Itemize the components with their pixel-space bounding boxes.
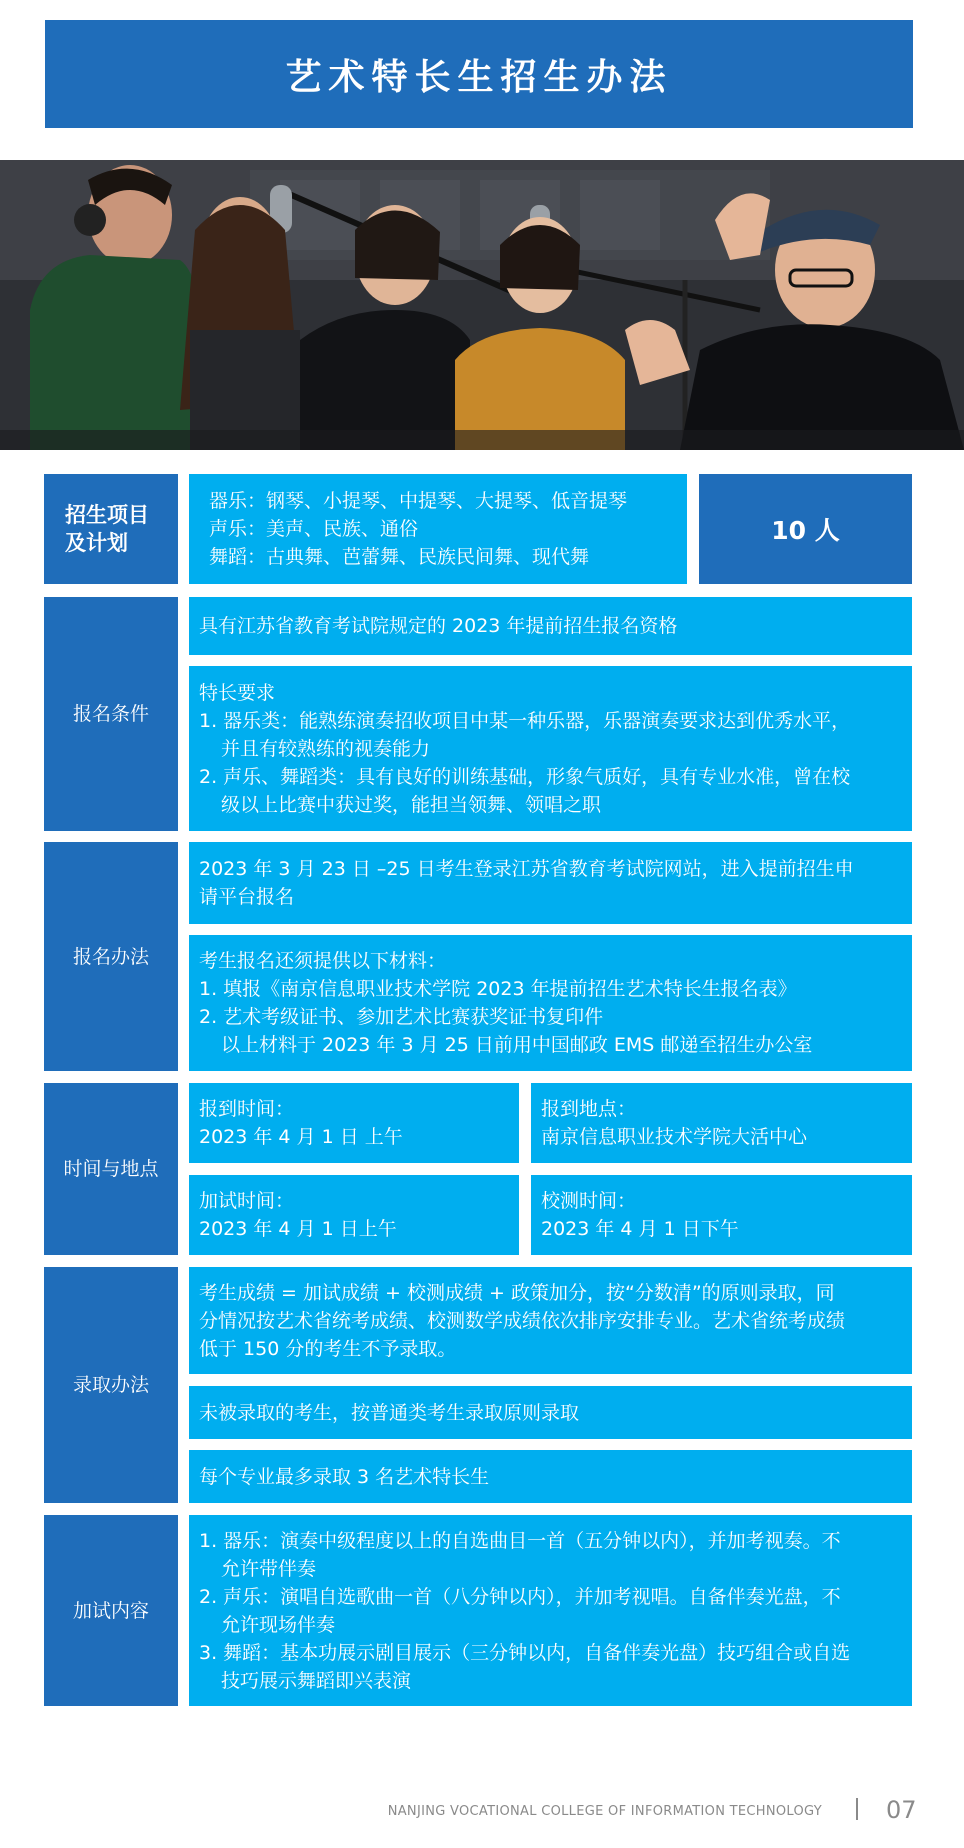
- admission-label: [44, 1267, 178, 1503]
- not-admitted-text: 未被录取的考生，按普通类考生录取原则录取: [199, 1401, 580, 1424]
- page-number: 07: [886, 1796, 917, 1824]
- plan-item-vocal: 声乐：美声、民族、通俗: [209, 518, 419, 540]
- plan-items: [189, 474, 687, 584]
- method-label: [44, 842, 178, 1071]
- extra-test-label-text: 加试内容: [72, 1599, 149, 1622]
- plan-item-instrumental: 器乐：钢琴、小提琴、中提琴、大提琴、低音提琴: [209, 490, 628, 512]
- reg-time-label: 报到时间：: [199, 1098, 295, 1120]
- online-line-b: 请平台报名: [199, 886, 295, 908]
- materials-title: 考生报名还须提供以下材料：: [199, 950, 447, 972]
- materials-item-2: 2. 艺术考级证书、参加艺术比赛获奖证书复印件: [199, 1006, 604, 1028]
- plan-label: [44, 474, 178, 584]
- time-place-label: [44, 1083, 178, 1255]
- plan-item-dance: 舞蹈：古典舞、芭蕾舞、民族民间舞、现代舞: [209, 546, 590, 568]
- title-banner: [45, 20, 913, 128]
- admission-not-admitted: [189, 1386, 912, 1439]
- extra-test-label: [44, 1515, 178, 1706]
- req-1-line-a: 1. 器乐类：能熟练演奏招收项目中某一种乐器，乐器演奏要求达到优秀水平，: [199, 709, 851, 732]
- extra-time-value: 2023 年 4 月 1 日上午: [199, 1218, 397, 1240]
- reg-place-value: 南京信息职业技术学院大活中心: [541, 1126, 808, 1148]
- req-1-line-b: 并且有较熟练的视奏能力: [221, 737, 431, 760]
- rule-line-b: 分情况按艺术省统考成绩、校测数学成绩依次排序安排专业。艺术省统考成绩: [199, 1309, 846, 1332]
- qualification-text: 具有江苏省教育考试院规定的 2023 年提前招生报名资格: [199, 615, 678, 637]
- rule-line-c: 低于 150 分的考生不予录取。: [199, 1337, 457, 1360]
- extra-item-3-line-b: 技巧展示舞蹈即兴表演: [221, 1669, 412, 1692]
- extra-item-1-line-a: 1. 器乐：演奏中级程度以上的自选曲目一首（五分钟以内），并加考视奏。不: [199, 1529, 841, 1552]
- conditions-label: [44, 597, 178, 831]
- time-place-label-text: 时间与地点: [63, 1158, 159, 1180]
- extra-test-content: [189, 1515, 912, 1706]
- school-test-label: 校测时间：: [541, 1190, 637, 1212]
- max-per-major-text: 每个专业最多录取 3 名艺术特长生: [199, 1465, 490, 1488]
- extra-item-3-line-a: 3. 舞蹈：基本功展示剧目展示（三分钟以内，自备伴奏光盘）技巧组合或自选: [199, 1641, 851, 1664]
- req-title: 特长要求: [199, 681, 276, 704]
- college-name: NANJING VOCATIONAL COLLEGE OF INFORMATION TECHNOLOGY: [387, 1804, 822, 1819]
- method-label-text: 报名办法: [72, 945, 149, 968]
- method-materials: [189, 935, 912, 1071]
- plan-count: [699, 474, 912, 584]
- extra-item-2-line-a: 2. 声乐：演唱自选歌曲一首（八分钟以内），并加考视唱。自备伴奏光盘，不: [199, 1585, 841, 1608]
- method-online: [189, 842, 912, 924]
- req-2-line-b: 级以上比赛中获过奖，能担当领舞、领唱之职: [221, 793, 602, 816]
- admission-max: [189, 1450, 912, 1503]
- rule-line-a: 考生成绩 = 加试成绩 + 校测成绩 + 政策加分，按“分数清”的原则录取，同: [199, 1281, 835, 1304]
- reg-time-value: 2023 年 4 月 1 日 上午: [199, 1126, 403, 1148]
- extra-item-2-line-b: 允许现场伴奏: [221, 1613, 336, 1636]
- footer-divider: [856, 1798, 858, 1820]
- reg-place-cell: [531, 1083, 912, 1163]
- school-test-cell: [531, 1175, 912, 1255]
- extra-time-label: 加试时间：: [199, 1190, 295, 1212]
- extra-time-cell: [189, 1175, 519, 1255]
- admission-rule: [189, 1267, 912, 1374]
- extra-item-1-line-b: 允许带伴奏: [221, 1557, 317, 1580]
- plan-label-text: 招生项目 及计划: [65, 503, 149, 555]
- reg-place-label: 报到地点：: [541, 1098, 637, 1120]
- materials-item-1: 1. 填报《南京信息职业技术学院 2023 年提前招生艺术特长生报名表》: [199, 978, 797, 1000]
- materials-note: 以上材料于 2023 年 3 月 25 日前用中国邮政 EMS 邮递至招生办公室: [221, 1034, 813, 1056]
- conditions-label-text: 报名条件: [72, 703, 149, 725]
- reg-time-cell: [189, 1083, 519, 1163]
- conditions-qualification: [189, 597, 912, 655]
- admission-label-text: 录取办法: [72, 1374, 149, 1396]
- conditions-requirements: [189, 666, 912, 831]
- school-test-value: 2023 年 4 月 1 日下午: [541, 1218, 739, 1240]
- req-2-line-a: 2. 声乐、舞蹈类：具有良好的训练基础，形象气质好，具有专业水准，曾在校: [199, 765, 851, 788]
- online-line-a: 2023 年 3 月 23 日 –25 日考生登录江苏省教育考试院网站，进入提前招生申: [199, 858, 854, 880]
- page-title: 艺术特长生招生办法: [285, 56, 673, 98]
- recording-session-photo: [0, 160, 964, 450]
- page-footer: [0, 1796, 964, 1826]
- plan-count-text: 10 人: [771, 516, 840, 545]
